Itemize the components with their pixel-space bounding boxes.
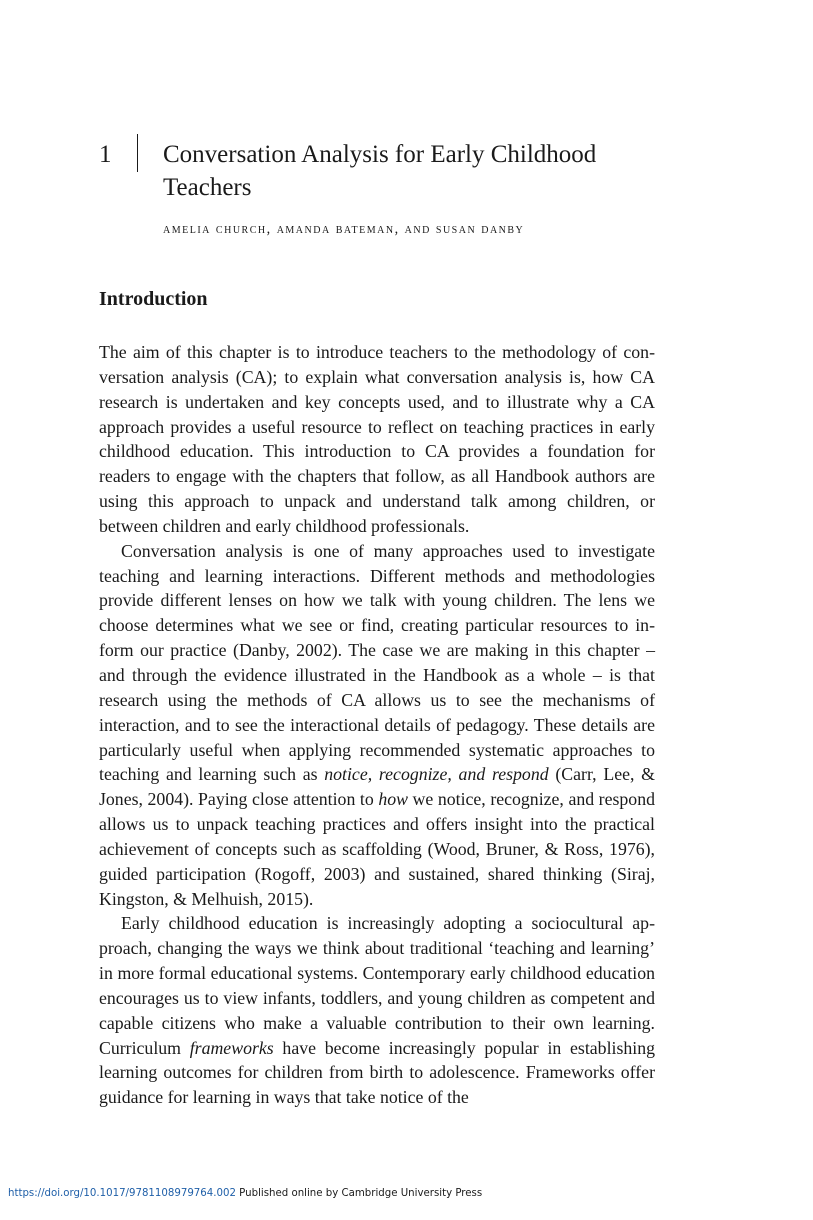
paragraph-3 xyxy=(99,911,655,1110)
page-footer xyxy=(8,1188,482,1199)
chapter-divider xyxy=(137,134,138,172)
chapter-authors: amelia church, amanda bateman, and susan danby xyxy=(163,221,525,237)
paragraph-text: (Carr, Lee, & Jones, 2004). Paying close attention to xyxy=(99,764,655,810)
body-text xyxy=(99,340,655,1110)
paragraph-text: The aim of this chapter is to introduce teachers to the methodology of conversation analysis (CA); to explain what conversation analysis is, how CA research is undertaken and key concepts used, and to illustrate why a CA approach provides a useful resource to reflect on teaching practices in early childhood education. This introduction to CA provides a foundation for readers to engage with the chapters that follow, as all Handbook authors are using this approach to unpack and understand talk among children, or between children and early childhood professionals. xyxy=(99,342,655,536)
paragraph-text: Early childhood education is increasingly adopting a sociocultural approach, changing the ways we think about traditional ‘teaching and learning’ in more formal educational systems. Contemporary early childhood education encourages us to view infants, toddlers, and young children as competent and capable citizens who make a valuable contribution to their own learning. Curriculum xyxy=(99,913,655,1058)
paragraph-text: we notice, recognize, and respond allows us to unpack teaching practices and offers insight into the practical achievement of concepts such as scaffolding (Wood, Bruner, & Ross, 1976), guided participation (Rogoff, 2003) and sustained, shared thinking (Siraj, Kingston, & Melhuish, 2015). xyxy=(99,789,655,909)
chapter-title: Conversation Analysis for Early Childhood Teachers xyxy=(163,141,597,201)
emphasis-text: notice, recognize, and respond xyxy=(324,764,549,785)
emphasis-text: frameworks xyxy=(189,1037,274,1058)
doi-link[interactable]: https://doi.org/10.1017/9781108979764.002 xyxy=(8,1188,236,1199)
emphasis-text: how xyxy=(378,789,408,810)
paragraph-text: Conversation analysis is one of many approaches used to investigate teaching and learning interactions. Different methods and methodologies provide different lenses on how we talk with young children. The lens we choose determines what we see or find, creating particular resources to inform our practice (Danby, 2002). The case we are making in this chapter – and through the evidence illustrated in the Handbook as a whole – is that research using the methods of CA allows us to see the mechanisms of interaction, and to see the interactional details of pedagogy. These details are particularly useful when applying recommended systematic approaches to teaching and learning such as xyxy=(99,540,655,785)
paragraph-2 xyxy=(99,539,655,912)
chapter-number: 1 xyxy=(99,141,112,168)
section-heading: Introduction xyxy=(99,288,208,310)
publisher-note: Published online by Cambridge University Press xyxy=(235,1188,483,1199)
paragraph-1 xyxy=(99,340,655,539)
paragraph-text: have become increasingly popular in establishing learning outcomes for children from birth to adolescence. Frameworks offer guidance for learning in ways that take notice of the xyxy=(99,1037,655,1108)
